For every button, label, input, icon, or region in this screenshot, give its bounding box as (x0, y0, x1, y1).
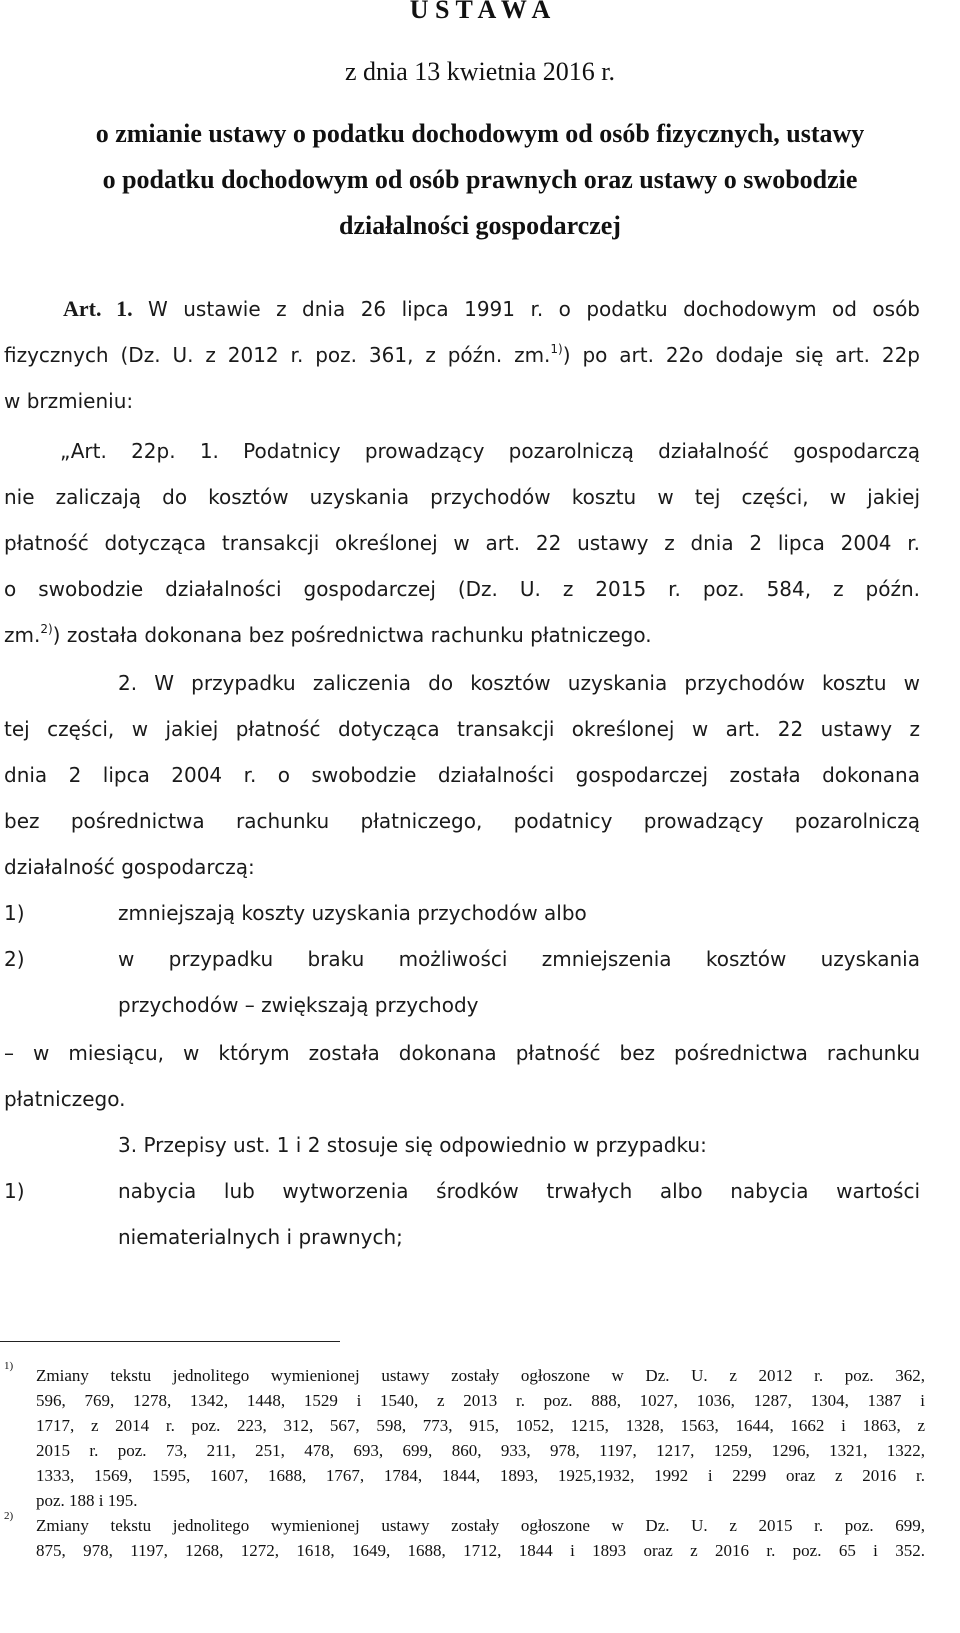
footnote-1-line-5: 1333, 1569, 1595, 1607, 1688, 1767, 1784, 1844, 1893, 1925,1932, 1992 i 2299 oraz z 2016 r. (36, 1466, 925, 1485)
art1-line-1-text: W ustawie z dnia 26 lipca 1991 r. o podatku dochodowym od osób (148, 297, 920, 321)
act-title-line-3: działalności gospodarczej (339, 211, 621, 240)
pkt2-line-2: przychodów – zwiększają przychody (118, 993, 479, 1017)
art1-label: Art. 1. (63, 296, 133, 321)
act-type-heading: U S T A W A (409, 0, 551, 24)
act-title-line-1: o zmianie ustawy o podatku dochodowym od osób fizycznych, ustawy (95, 119, 865, 148)
art22p-line-1: „Art. 22p. 1. Podatnicy prowadzący pozarolniczą działalność gospodarczą (60, 439, 920, 463)
art1-line-1 (63, 296, 920, 322)
footnote-1-line-4: 2015 r. poz. 73, 211, 251, 478, 693, 699, 860, 933, 978, 1197, 1217, 1259, 1296, 1321, 1322, (36, 1441, 925, 1460)
footnote-ref-1: 1) (550, 342, 563, 356)
act-title-line-2: o podatku dochodowym od osób prawnych oraz ustawy o swobodzie (102, 165, 858, 194)
footnote-2-mark: 2) (4, 1510, 14, 1522)
footnote-2-line-1: Zmiany tekstu jednolitego wymienionej ustawy zostały ogłoszone w Dz. U. z 2015 r. poz. 699, (36, 1516, 925, 1535)
ust2-line-4: bez pośrednictwa rachunku płatniczego, podatnicy prowadzący pozarolniczą (4, 809, 920, 833)
tail-line-1: – w miesiącu, w którym została dokonana płatność bez pośrednictwa rachunku (4, 1041, 920, 1065)
act-date: z dnia 13 kwietnia 2016 r. (344, 57, 616, 86)
art1-line-2-a: fizycznych (Dz. U. z 2012 r. poz. 361, z późn. zm. (4, 343, 551, 367)
art22p-line-5-a: zm. (4, 623, 41, 647)
footnote-ref-2: 2) (40, 622, 53, 636)
ust2-line-1: 2. W przypadku zaliczenia do kosztów uzyskania przychodów kosztu w (118, 671, 920, 695)
ust2-line-2: tej części, w jakiej płatność dotycząca transakcji określonej w art. 22 ustawy z (4, 717, 920, 741)
footnote-1-line-2: 596, 769, 1278, 1342, 1448, 1529 i 1540, z 2013 r. poz. 888, 1027, 1036, 1287, 1304, 1387 i (36, 1391, 925, 1410)
ust2-line-5: działalność gospodarczą: (4, 855, 255, 879)
footnote-1-line-1: Zmiany tekstu jednolitego wymienionej ustawy zostały ogłoszone w Dz. U. z 2012 r. poz. 362, (36, 1366, 925, 1385)
ust2-line-3: dnia 2 lipca 2004 r. o swobodzie działalności gospodarczej została dokonana (4, 763, 920, 787)
art22p-line-2: nie zaliczają do kosztów uzyskania przychodów kosztu w tej części, w jakiej (4, 485, 920, 509)
footnote-1-line-6: poz. 188 i 195. (36, 1491, 138, 1510)
art1-line-2-b: ) po art. 22o dodaje się art. 22p (562, 343, 920, 367)
art1-line-3: w brzmieniu: (4, 389, 134, 413)
ust3-pkt1-line-2: niematerialnych i prawnych; (118, 1225, 403, 1249)
pkt1-number: 1) (4, 901, 25, 925)
tail-line-2: płatniczego. (4, 1087, 126, 1111)
pkt2-line-1: w przypadku braku możliwości zmniejszenia kosztów uzyskania (118, 947, 920, 971)
art22p-line-3: płatność dotycząca transakcji określonej w art. 22 ustawy z dnia 2 lipca 2004 r. (4, 531, 920, 555)
footnote-separator (0, 1341, 340, 1342)
art1-line-2 (4, 342, 920, 368)
art22p-line-5-b: ) została dokonana bez pośrednictwa rachunku płatniczego. (52, 623, 652, 647)
footnote-1-line-3: 1717, z 2014 r. poz. 223, 312, 567, 598, 773, 915, 1052, 1215, 1328, 1563, 1644, 1662 i 1863, z (36, 1416, 925, 1435)
pkt1-text: zmniejszają koszty uzyskania przychodów albo (118, 901, 587, 925)
ust3-pkt1-number: 1) (4, 1179, 25, 1203)
footnote-2-line-2: 875, 978, 1197, 1268, 1272, 1618, 1649, 1688, 1712, 1844 i 1893 oraz z 2016 r. poz. 65 i 352. (36, 1541, 925, 1560)
art22p-line-4: o swobodzie działalności gospodarczej (Dz. U. z 2015 r. poz. 584, z późn. (4, 577, 920, 601)
ust3-line: 3. Przepisy ust. 1 i 2 stosuje się odpowiednio w przypadku: (118, 1133, 707, 1157)
footnote-1-mark: 1) (4, 1360, 14, 1372)
art22p-line-5 (4, 622, 652, 648)
ust3-pkt1-line-1: nabycia lub wytworzenia środków trwałych albo nabycia wartości (118, 1179, 920, 1203)
pkt2-number: 2) (4, 947, 25, 971)
